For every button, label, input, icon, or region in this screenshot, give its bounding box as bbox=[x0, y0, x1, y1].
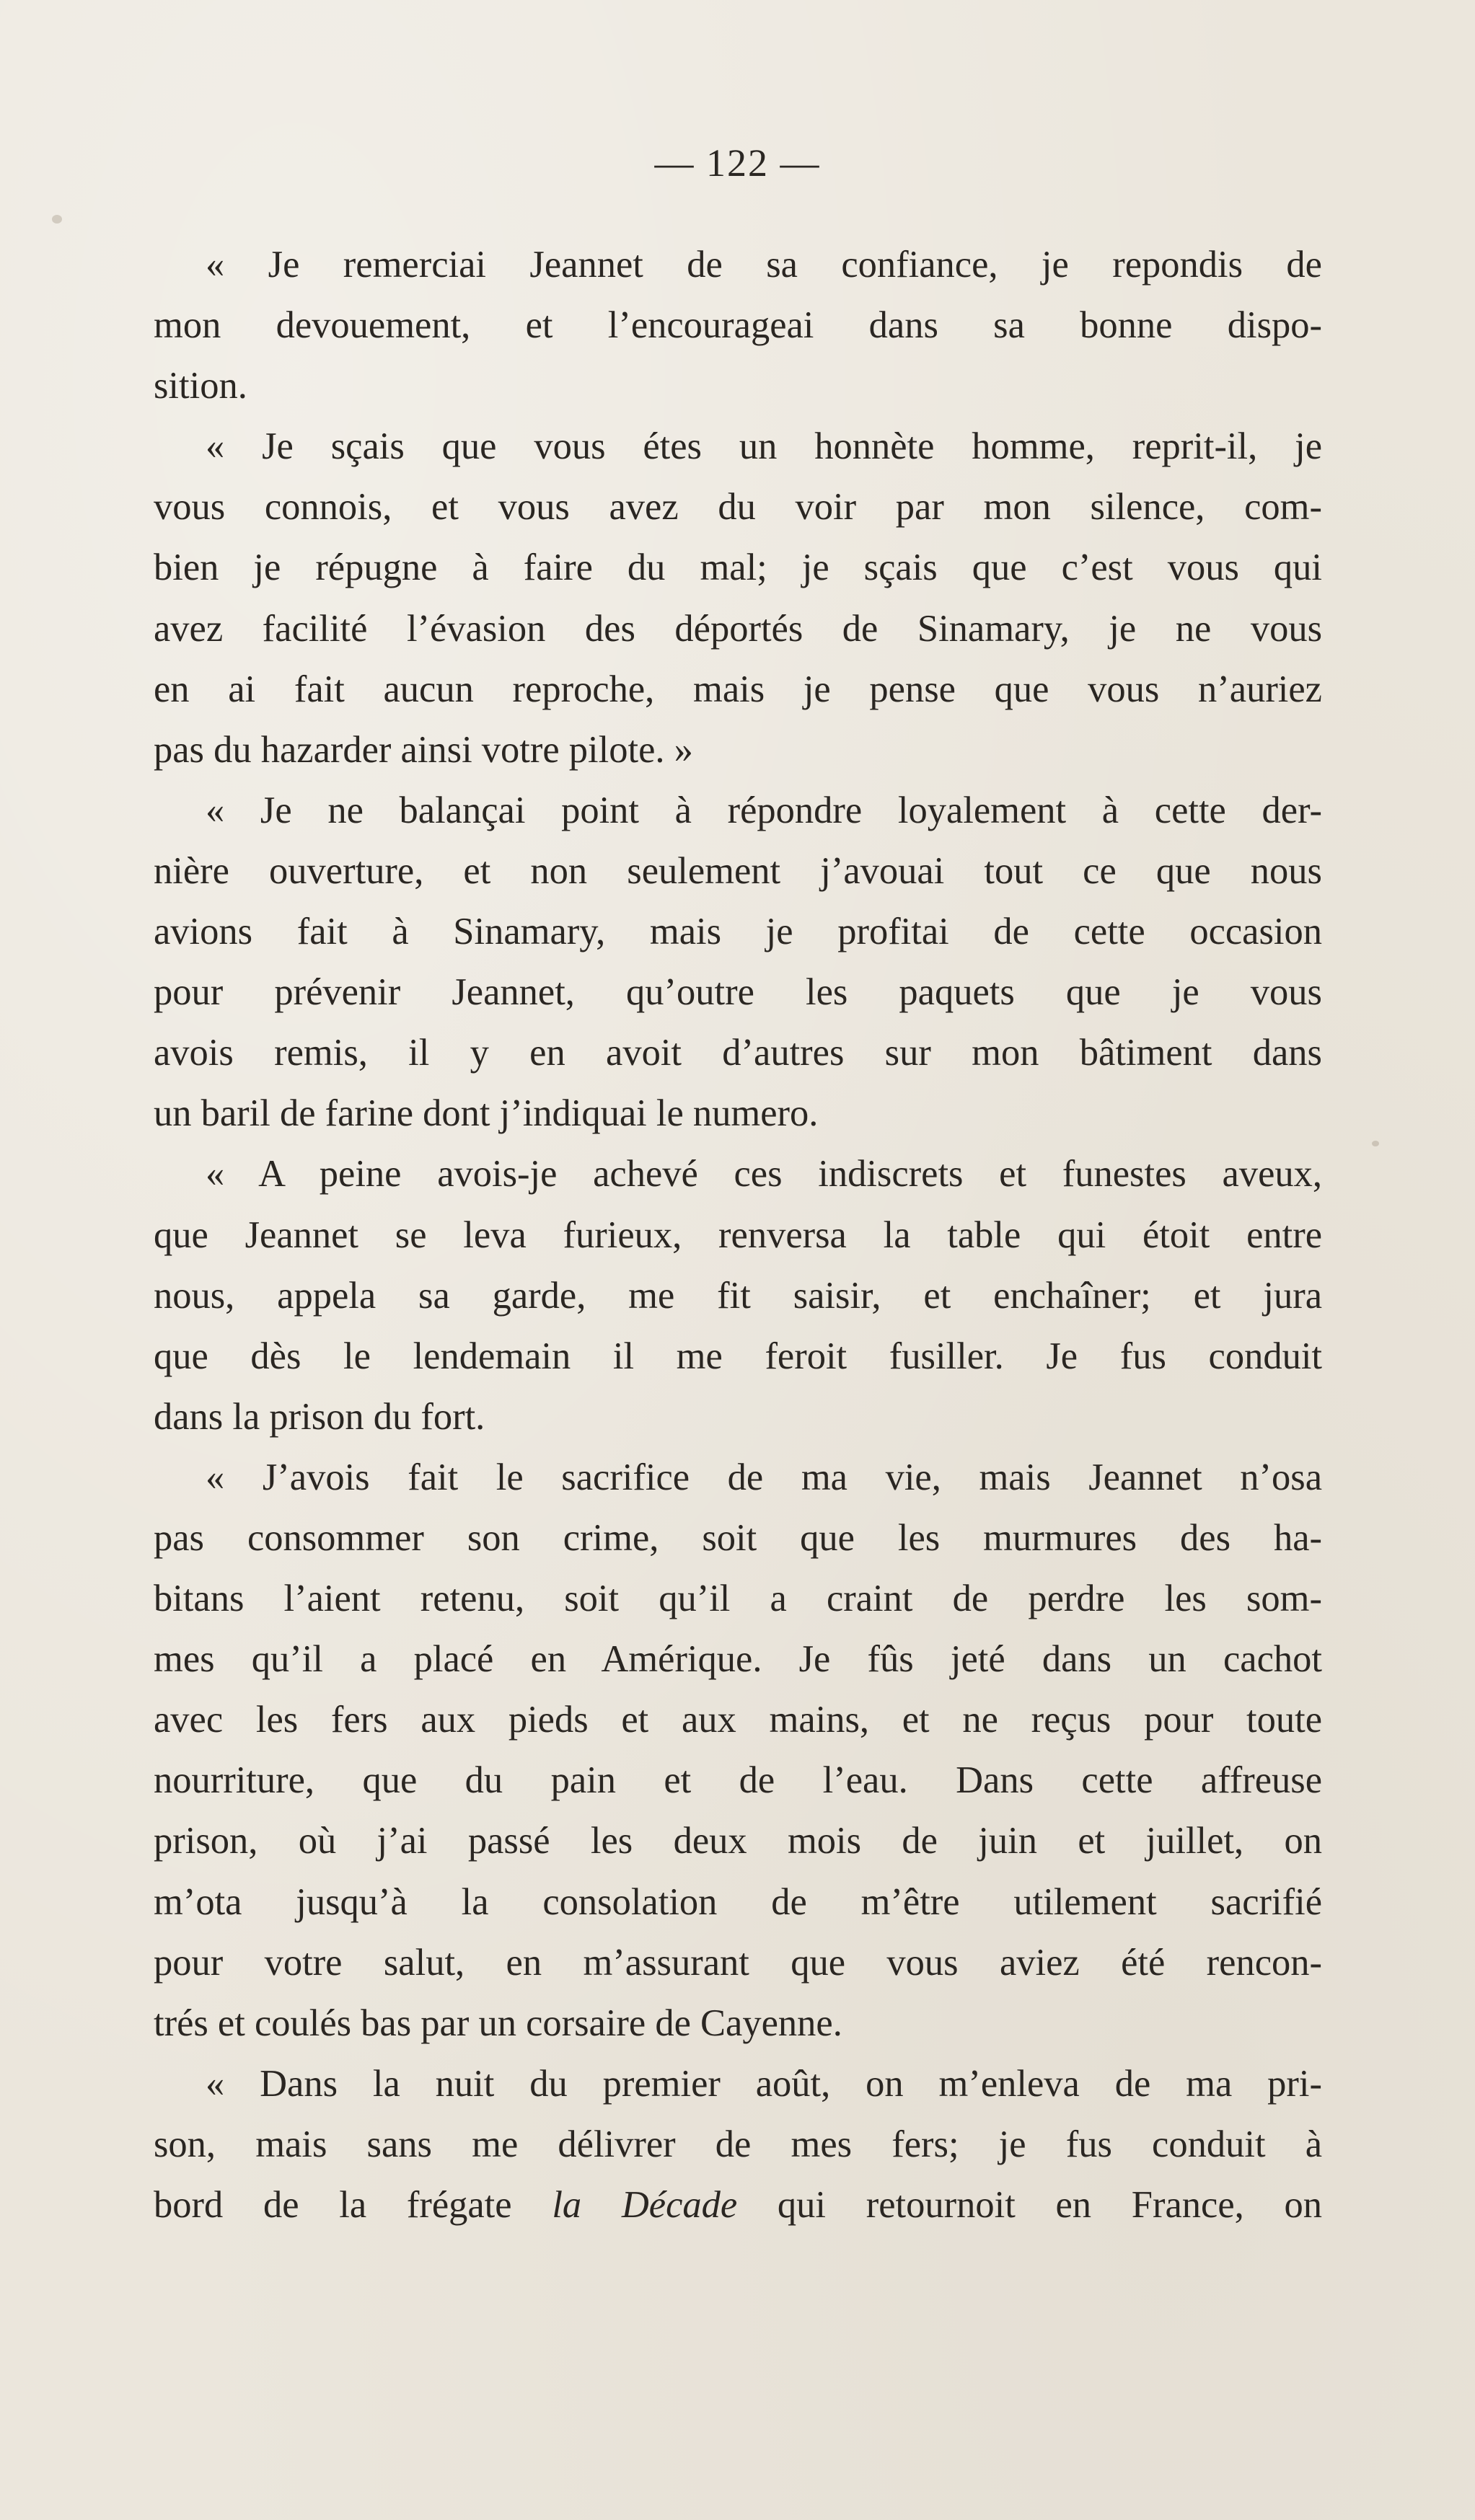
text-line: vous connois, et vous avez du voir par mon silence, com- bbox=[154, 486, 1322, 529]
text-line: « Je ne balançai point à répondre loyalement à cette der- bbox=[206, 789, 1322, 831]
text-line: que dès le lendemain il me feroit fusiller. Je fus conduit bbox=[154, 1335, 1322, 1377]
text-line: pas du hazarder ainsi votre pilote. » bbox=[154, 728, 693, 771]
paper-spot bbox=[52, 215, 62, 224]
body-text bbox=[154, 234, 1322, 2235]
ship-name-italic: la Décade bbox=[552, 2184, 738, 2226]
text-line: « Je remerciai Jeannet de sa confiance, je repondis de bbox=[206, 244, 1322, 286]
text-line: en ai fait aucun reproche, mais je pense que vous n’auriez bbox=[154, 668, 1322, 710]
paragraph bbox=[154, 1144, 1322, 1446]
text-line: pour prévenir Jeannet, qu’outre les paquets que je vous bbox=[154, 971, 1322, 1014]
text-run: bord de la frégate bbox=[154, 2184, 552, 2226]
text-line: dans la prison du fort. bbox=[154, 1395, 485, 1438]
paragraph bbox=[154, 234, 1322, 416]
text-run: qui retournoit en France, on bbox=[737, 2184, 1322, 2226]
text-line: sition. bbox=[154, 365, 247, 407]
paper-spot bbox=[1372, 1141, 1379, 1146]
text-line: mes qu’il a placé en Amérique. Je fûs jeté dans un cachot bbox=[154, 1638, 1322, 1681]
text-line: que Jeannet se leva furieux, renversa la table qui étoit entre bbox=[154, 1213, 1322, 1256]
paragraph bbox=[154, 2053, 1322, 2235]
text-line: son, mais sans me délivrer de mes fers; je fus conduit à bbox=[154, 2123, 1322, 2165]
text-line: pour votre salut, en m’assurant que vous aviez été rencon- bbox=[154, 1941, 1322, 1984]
text-line: avec les fers aux pieds et aux mains, et ne reçus pour toute bbox=[154, 1699, 1322, 1741]
text-line: trés et coulés bas par un corsaire de Cayenne. bbox=[154, 2002, 842, 2044]
text-line: avez facilité l’évasion des déportés de Sinamary, je ne vous bbox=[154, 607, 1322, 650]
text-line: mon devouement, et l’encourageai dans sa bonne dispo- bbox=[154, 304, 1322, 347]
text-line: avois remis, il y en avoit d’autres sur mon bâtiment dans bbox=[154, 1032, 1322, 1074]
text-line bbox=[154, 2175, 1322, 2235]
page-number: — 122 — bbox=[654, 141, 821, 185]
text-line: bitans l’aient retenu, soit qu’il a craint de perdre les som- bbox=[154, 1578, 1322, 1620]
text-line: un baril de farine dont j’indiquai le numero. bbox=[154, 1092, 819, 1135]
text-line: pas consommer son crime, soit que les murmures des ha- bbox=[154, 1516, 1322, 1559]
text-line: m’ota jusqu’à la consolation de m’être utilement sacrifié bbox=[154, 1880, 1322, 1923]
text-line: avions fait à Sinamary, mais je profitai de cette occasion bbox=[154, 911, 1322, 953]
paragraph bbox=[154, 780, 1322, 1144]
text-line: prison, où j’ai passé les deux mois de juin et juillet, on bbox=[154, 1820, 1322, 1862]
paragraph bbox=[154, 1447, 1322, 2053]
text-line: « J’avois fait le sacrifice de ma vie, mais Jeannet n’osa bbox=[206, 1456, 1322, 1498]
text-line: « Dans la nuit du premier août, on m’enleva de ma pri- bbox=[206, 2062, 1322, 2105]
text-line: « A peine avois-je achevé ces indiscrets et funestes aveux, bbox=[206, 1153, 1322, 1195]
text-line: nière ouverture, et non seulement j’avouai tout ce que nous bbox=[154, 849, 1322, 892]
text-line: « Je sçais que vous étes un honnète homme, reprit-il, je bbox=[206, 425, 1322, 468]
paragraph bbox=[154, 416, 1322, 780]
text-line: nous, appela sa garde, me fit saisir, et enchaîner; et jura bbox=[154, 1274, 1322, 1317]
text-line: bien je répugne à faire du mal; je sçais que c’est vous qui bbox=[154, 547, 1322, 589]
text-line: nourriture, que du pain et de l’eau. Dans cette affreuse bbox=[154, 1759, 1322, 1802]
